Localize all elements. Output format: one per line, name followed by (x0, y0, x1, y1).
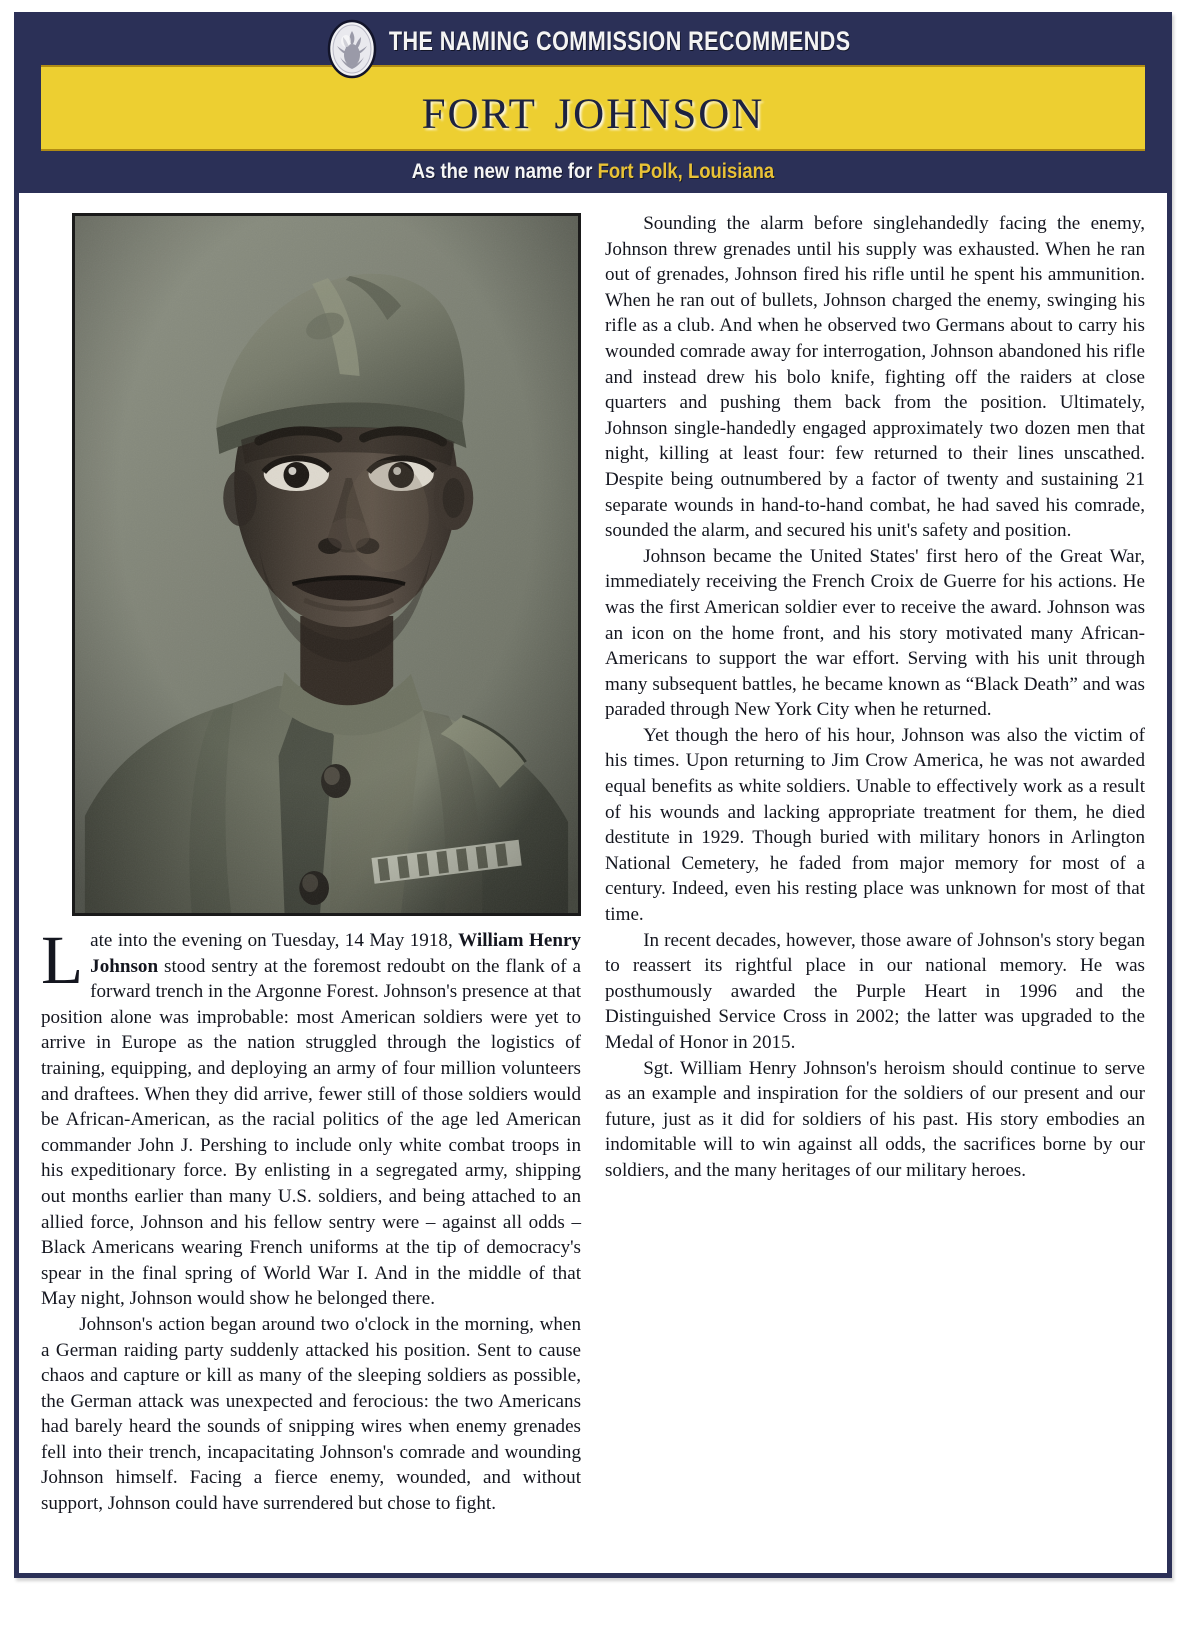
fort-title-band (41, 65, 1145, 151)
soldier-portrait-photo (72, 213, 581, 916)
masthead-subtitle-band (19, 151, 1167, 193)
masthead-kicker-band (19, 17, 1167, 65)
subtitle-prefix: As the new name for (411, 160, 598, 183)
paragraph-text-3: Sounding the alarm before singlehandedly facing the enemy, Johnson threw grenades until his supply was exhausted. When he ran out of grenades, Johnson fired his rifle until he spent his ammunition. When he ran out of bullets, Johnson charged the enemy, swinging his rifle as a club. And when he observed two Germans about to carry his wounded comrade away for interrogation, Johnson abandoned his rifle and instead drew his bolo knife, fighting off the raiders at close quarters and pushing them back from the position. Ultimately, Johnson single-handedly engaged approximately two dozen men that night, killing at least four: few returned to their lines unscathed. Despite being outnumbered by a factor of twenty and sustaining 21 separate wounds in hand-to-hand combat, he had saved his comrade, sounded the alarm, and secured his unit's safety and position. (605, 213, 1145, 542)
us-seal-eagle-icon (326, 19, 378, 79)
page-frame (14, 12, 1172, 1578)
naming-commission-kicker: THE NAMING COMMISSION RECOMMENDS (389, 25, 851, 56)
article-paragraph (605, 1056, 1145, 1184)
article-paragraph (605, 928, 1145, 1056)
paragraph-text-5: Yet though the hero of his hour, Johnson was also the victim of his times. Upon returning to Jim Crow America, he was not awarded equal benefits as white soldiers. Unable to effectively work as a result of his wounds and lacking appropriate treatment for them, he died destitute in 1929. Though buried with military honors in Arlington National Cemetery, he faded from major memory for most of a century. Indeed, even his resting place was unknown for most of that time. (605, 724, 1145, 926)
masthead (19, 17, 1167, 193)
article-content (19, 197, 1167, 1573)
article-paragraph (605, 723, 1145, 928)
subtitle (412, 160, 774, 184)
paragraph-text-6: In recent decades, however, those aware of Johnson's story began to reassert its rightful place in our national memory. He was posthumously awarded the Purple Heart in 1996 and the Distinguished Service Cross in 2002; the latter was upgraded to the Medal of Honor in 2015. (605, 929, 1145, 1053)
paragraph-text-4: Johnson became the United States' first hero of the Great War, immediately receiving the French Croix de Guerre for his actions. He was the first American soldier ever to receive the award. Johnson was an icon on the home front, and his story motivated many African-Americans to support the war effort. Serving with his unit through many subsequent battles, he became known as “Black Death” and was paraded through New York City when he returned. (605, 545, 1145, 721)
page-title: fort johnson (421, 74, 765, 142)
paragraph-text-7: Sgt. William Henry Johnson's heroism should continue to serve as an example and inspiration for the soldiers of our present and our future, just as it did for soldiers of his past. His story embodies an indomitable will to win against all odds, the sacrifices borne by our soldiers, and the many heritages of our military heroes. (605, 1057, 1145, 1181)
two-column-article (41, 211, 1145, 1563)
lead-subject-name: William Henry Johnson (90, 930, 581, 977)
article-paragraph (605, 544, 1145, 723)
article-paragraph (41, 1312, 581, 1517)
paragraph-text-2: Johnson's action began around two o'clock in the morning, when a German raiding party suddenly attacked his position. Sent to cause chaos and capture or kill as many of the sleeping soldiers as possible, the German attack was unexpected and ferocious: the two Americans had barely heard the sounds of snipping wires when enemy grenades fell into their trench, incapacitating Johnson's comrade and wounding Johnson himself. Facing a fierce enemy, wounded, and without support, Johnson could have surrendered but chose to fight. (41, 1313, 581, 1515)
paragraph-text-1: Late into the evening on Tuesday, 14 May 1918, William Henry Johnson stood sentry at the foremost redoubt on the flank of a forward trench in the Argonne Forest. Johnson's presence at that position alone was improbable: most American soldiers were yet to arrive in Europe as the nation struggled through the logistics of training, equipping, and deploying an army of four million volunteers and draftees. When they did arrive, fewer still of those soldiers would be African-American, as the racial politics of the age led American commander John J. Pershing to include only white combat troops in his expeditionary force. By enlisting in a segregated army, shipping out months earlier than many U.S. soldiers, and being attached to an allied force, Johnson and his fellow sentry were – against all odds – Black Americans wearing French uniforms at the tip of democracy's spear in the final spring of World War I. And in the middle of that May night, Johnson would show he belonged there. (41, 922, 581, 1310)
article-paragraph (605, 211, 1145, 544)
subtitle-place: Fort Polk, Louisiana (597, 160, 775, 183)
